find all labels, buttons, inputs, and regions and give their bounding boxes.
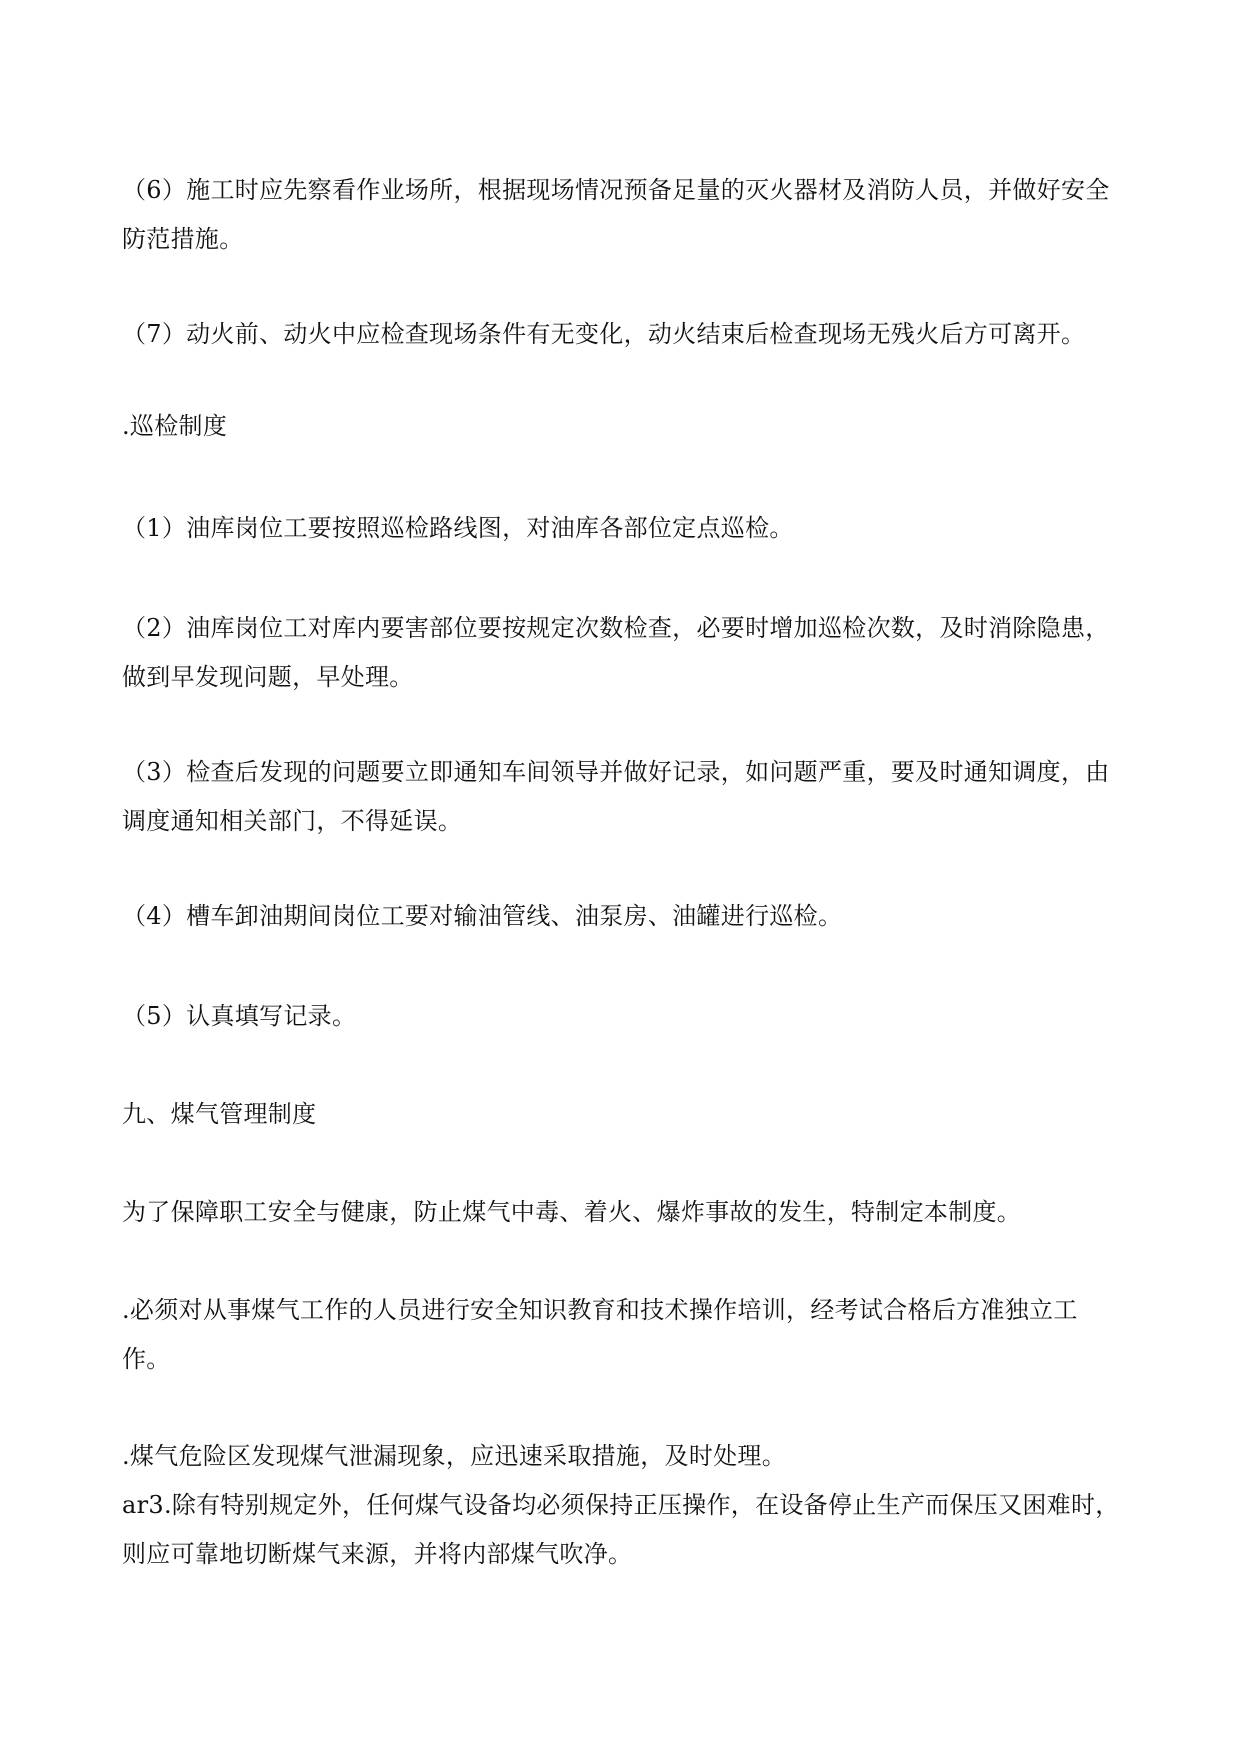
paragraph-gas-purpose: 为了保障职工安全与健康，防止煤气中毒、着火、爆炸事故的发生，特制定本制度。 [122, 1198, 1022, 1226]
section-heading-inspection-system: .巡检制度 [122, 412, 228, 440]
paragraph-item-7-fire-inspection: （7）动火前、动火中应检查现场条件有无变化，动火结束后检查现场无残火后方可离开。 [122, 320, 1086, 348]
paragraph-inspection-1: （1）油库岗位工要按照巡检路线图，对油库各部位定点巡检。 [122, 514, 794, 542]
paragraph-gas-positive-pressure: ar3.除有特别规定外，任何煤气设备均必须保持正压操作，在设备停止生产而保压又困难时，则应可靠地切断煤气来源，并将内部煤气吹净。 [122, 1491, 1120, 1568]
paragraph-gas-leak: .煤气危险区发现煤气泄漏现象，应迅速采取措施，及时处理。 [122, 1442, 787, 1470]
paragraph-inspection-5: （5）认真填写记录。 [122, 1002, 357, 1030]
paragraph-inspection-3: （3）检查后发现的问题要立即通知车间领导并做好记录，如问题严重，要及时通知调度，由调度通知相关部门，不得延误。 [122, 758, 1110, 835]
paragraph-item-6-fire-preparation: （6）施工时应先察看作业场所，根据现场情况预备足量的灭火器材及消防人员，并做好安全防范措施。 [122, 176, 1110, 253]
paragraph-inspection-4: （4）槽车卸油期间岗位工要对输油管线、油泵房、油罐进行巡检。 [122, 902, 843, 930]
paragraph-gas-training: .必须对从事煤气工作的人员进行安全知识教育和技术操作培训，经考试合格后方准独立工作。 [122, 1296, 1078, 1373]
paragraph-inspection-2: （2）油库岗位工对库内要害部位要按规定次数检查，必要时增加巡检次数，及时消除隐患，做到早发现问题，早处理。 [122, 614, 1110, 691]
section-heading-gas-management: 九、煤气管理制度 [122, 1100, 317, 1128]
